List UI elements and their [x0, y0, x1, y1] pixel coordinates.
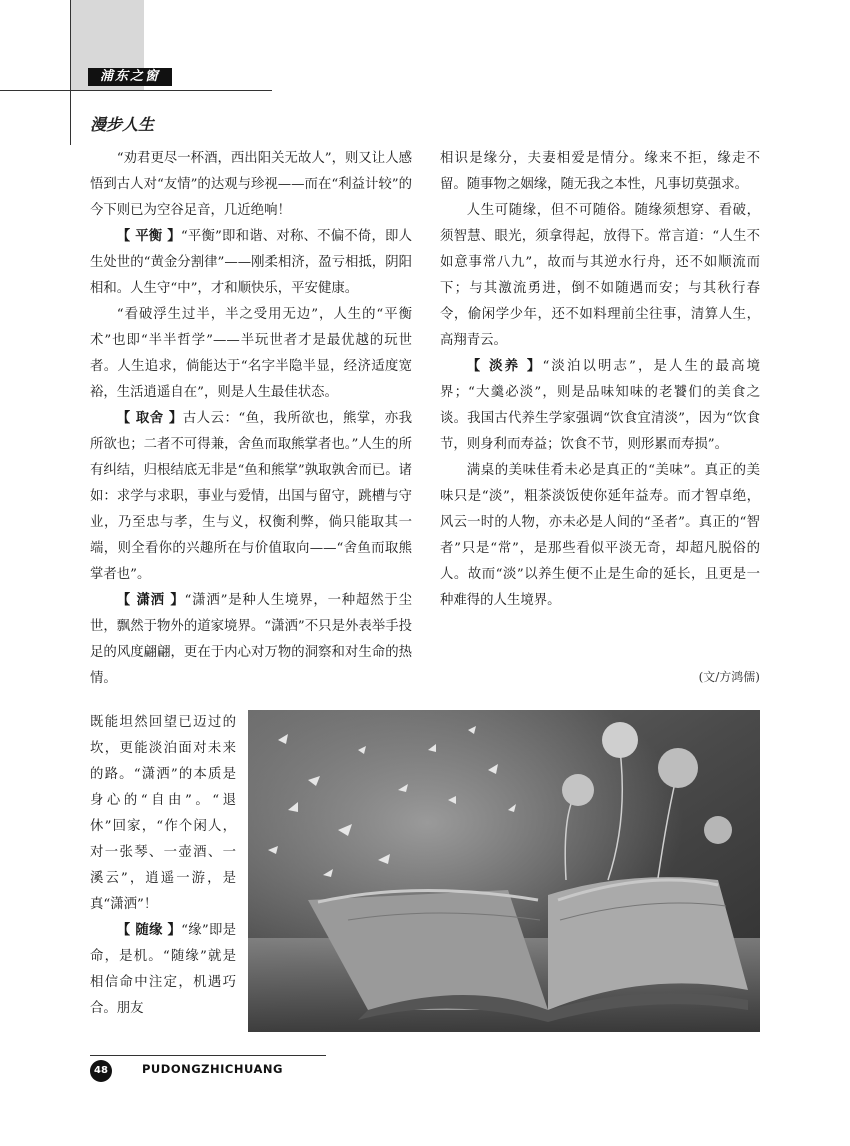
open-book-photo: [248, 710, 760, 1032]
paragraph-text: “缘”即是命，是机。“随缘”就是相信命中注定，机遇巧合。朋友: [90, 923, 236, 1016]
keyword-heading: 【 平衡 】: [116, 229, 181, 244]
paragraph: 满桌的美味佳肴未必是真正的“美味”。真正的美味只是“淡”，粗茶淡饭使你延年益寿。而才智卓绝，风云一时的人物，亦未必是人间的“圣者”。真正的“智者”只是“常”，是那些看似平淡无奇，却超凡脱俗的人。故而“淡”以养生便不止是生命的延长，且更是一种难得的人生境界。: [440, 463, 760, 608]
paragraph: “看破浮生过半，半之受用无边”，人生的“平衡术”也即“半半哲学”——半玩世者才是最优越的玩世者。人生追求，倘能达于“名字半隐半显，经济适度宽裕，生活逍遥自在”，则是人生最佳状态。: [90, 307, 412, 400]
keyword-heading: 【 潇洒 】: [116, 593, 185, 608]
header-vertical-rule: [70, 0, 71, 145]
paragraph-text: “淡泊以明志”，是人生的最高境界；“大羹必淡”，则是品味知味的老饕们的美食之谈。我国古代养生学家强调“饮食宜清淡”，因为“饮食节，则身利而寿益；饮食不节，则形累而寿损”。: [440, 359, 760, 452]
magazine-name: PUDONGZHICHUANG: [142, 1062, 283, 1076]
paragraph: “劝君更尽一杯酒，西出阳关无故人”，则又让人感悟到古人对“友情”的达观与珍视——而在“利益计较”的今下则已为空谷足音，几近绝响！: [90, 151, 412, 218]
left-text-column: [90, 146, 412, 692]
paragraph: 相识是缘分，夫妻相爱是情分。缘来不拒，缘走不留。随事物之姻缘，随无我之本性，凡事切莫强求。: [440, 151, 760, 192]
section-title: 漫步人生: [90, 115, 155, 134]
paragraph: [90, 406, 412, 588]
paragraph: [90, 918, 236, 1022]
keyword-heading: 【 随缘 】: [116, 923, 182, 938]
keyword-heading: 【 淡养 】: [466, 359, 543, 374]
paragraph: [90, 588, 412, 692]
paragraph: [90, 224, 412, 302]
paragraph-text: “平衡”即和谐、对称、不偏不倚，即人生处世的“黄金分割律”——刚柔相济，盈亏相抵，阴阳相和。人生守“中”，才和顺快乐，平安健康。: [90, 229, 412, 296]
book-butterfly-illustration: [248, 710, 760, 1032]
footer-rule: [90, 1055, 326, 1056]
page-number: 48: [90, 1060, 112, 1082]
paragraph: 人生可随缘，但不可随俗。随缘须想穿、看破，须智慧、眼光，须拿得起，放得下。常言道：“人生不如意事常八九”，故而与其逆水行舟，还不如顺流而下；与其激流勇进，倒不如随遇而安；与其秋行春令，偷闲学少年，还不如料理前尘往事，清算人生，高翔青云。: [440, 203, 760, 348]
keyword-heading: 【 取舍 】: [116, 411, 183, 426]
narrow-text-column: [90, 710, 236, 1022]
paragraph: 既能坦然回望已迈过的坎，更能淡泊面对未来的路。“潇洒”的本质是身心的“自由”。“退休”回家，“作个闲人，对一张琴、一壶酒、一溪云”，逍遥一游，是真“潇洒”！: [90, 715, 236, 912]
author-credit: (文/方鸿儒): [698, 670, 760, 684]
paragraph-text: 古人云：“鱼，我所欲也，熊掌，亦我所欲也；二者不可得兼，舍鱼而取熊掌者也。”人生的所有纠结，归根结底无非是“鱼和熊掌”孰取孰舍而已。诸如：求学与求职，事业与爱情，出国与留守，跳槽与守业，乃至忠与孝，生与义，权衡利弊，倘只能取其一端，则全看你的兴趣所在与价值取向——“舍鱼而取熊掌者也”。: [90, 411, 412, 582]
paragraph-text: “潇洒”是种人生境界，一种超然于尘世，飘然于物外的道家境界。“潇洒”不只是外表举手投足的风度翩翩，更在于内心对万物的洞察和对生命的热情。: [90, 593, 412, 686]
right-text-column: [440, 146, 760, 614]
column-name-badge: 浦东之窗: [88, 68, 172, 86]
paragraph: [440, 354, 760, 458]
header-horizontal-rule: [0, 90, 272, 91]
